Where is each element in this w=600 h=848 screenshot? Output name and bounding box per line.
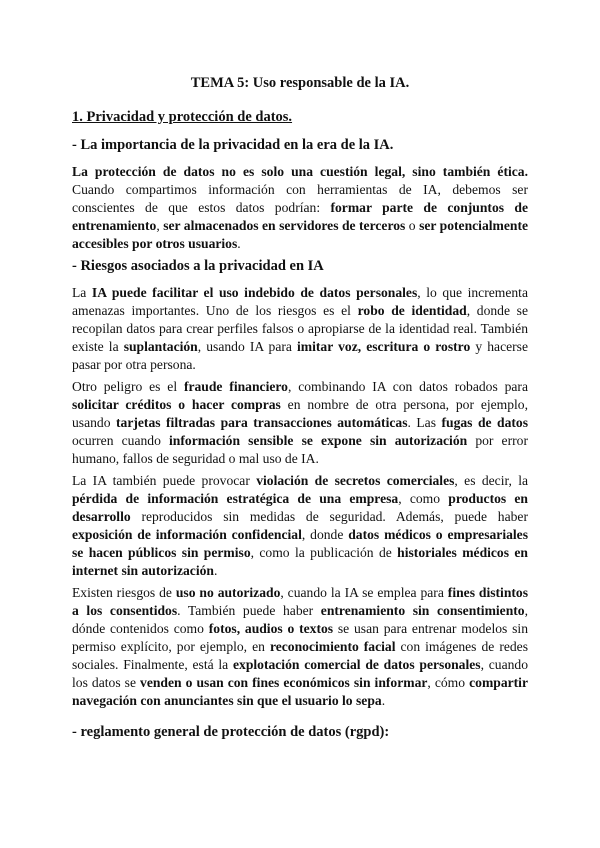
text-run: por error humano, fallos de seguridad o mal uso de IA. <box>72 433 528 466</box>
bold-text-run: ser almacenados en servidores de terceros <box>163 218 406 233</box>
bold-text-run: historiales médicos en internet sin autorización <box>72 545 528 578</box>
bold-text-run: solicitar créditos o hacer compras <box>72 397 281 412</box>
text-run: , combinando IA con datos robados para <box>287 379 528 394</box>
text-run: , como <box>398 491 449 506</box>
bold-text-run: fotos, audios o textos <box>208 621 334 636</box>
text-run: . <box>213 563 218 578</box>
bold-text-run: suplantación <box>123 339 198 354</box>
bold-text-run: información sensible se expone sin autorización <box>169 433 468 448</box>
text-run: , es decir, la <box>454 473 529 488</box>
paragraph-identity-risks <box>72 284 528 374</box>
text-run: con imágenes de redes sociales. Finalmente, está la <box>72 639 528 672</box>
text-run: Existen riesgos de <box>72 585 176 600</box>
bold-text-run: fines distintos a los consentidos <box>72 585 529 618</box>
text-run: , <box>156 218 164 233</box>
bold-text-run: fugas de datos <box>441 415 528 430</box>
bold-text-run: venden o usan con fines económicos sin informar <box>140 675 428 690</box>
bold-text-run: reconocimiento facial <box>269 639 396 654</box>
bold-text-run: IA puede facilitar el uso indebido de datos personales <box>91 285 418 300</box>
bold-text-run: ser potencialmente accesibles por otros usuarios <box>72 218 529 251</box>
text-run: y hacerse pasar por otra persona. <box>72 339 528 372</box>
bold-text-run: uso no autorizado <box>175 585 281 600</box>
text-run: , lo que incrementa amenazas importantes. Uno de los riesgos es el <box>72 285 528 318</box>
bold-text-run: compartir navegación con anunciantes sin que el usuario lo sepa <box>72 675 528 708</box>
text-run: se usan para entrenar modelos sin permiso explícito, por ejemplo, en <box>72 621 528 654</box>
bold-text-run: robo de identidad <box>357 303 467 318</box>
text-run: , cómo <box>427 675 470 690</box>
subsection-heading-importance: - La importancia de la privacidad en la era de la IA. <box>72 137 394 153</box>
text-run: reproducidos sin medidas de seguridad. Además, puede haber <box>130 509 528 524</box>
bold-text-run: fraude financiero <box>183 379 288 394</box>
text-run: o <box>405 218 420 233</box>
text-run: La IA también puede provocar <box>72 473 257 488</box>
bold-text-run: productos en desarrollo <box>72 491 528 524</box>
bold-text-run: tarjetas filtradas para transacciones automáticas <box>116 415 408 430</box>
text-run: , usando IA para <box>197 339 298 354</box>
bold-text-run: entrenamiento sin consentimiento <box>320 603 525 618</box>
document-title: TEMA 5: Uso responsable de la IA. <box>190 75 410 91</box>
paragraph-unauthorized-use <box>72 584 528 710</box>
text-run: . <box>381 693 386 708</box>
bold-text-run: violación de secretos comerciales <box>256 473 455 488</box>
bold-text-run: formar parte de conjuntos de entrenamiento <box>72 200 528 233</box>
paragraph-financial-fraud <box>72 378 528 468</box>
paragraph-data-protection <box>72 163 528 253</box>
text-run: . También puede haber <box>177 603 321 618</box>
bold-text-run: explotación comercial de datos personales <box>232 657 481 672</box>
text-run: Otro peligro es el <box>72 379 184 394</box>
bold-text-run: exposición de información confidencial <box>72 527 302 542</box>
text-run: , cuando los datos se <box>72 657 528 690</box>
text-run: , dónde contenidos como <box>72 603 528 636</box>
text-run: . Las <box>407 415 442 430</box>
text-run: ocurren cuando <box>72 433 170 448</box>
paragraph-trade-secrets <box>72 472 528 580</box>
text-run: en nombre de otra persona, por ejemplo, usando <box>72 397 528 430</box>
text-run: La <box>72 285 92 300</box>
text-run: , como la publicación de <box>250 545 398 560</box>
text-run: , donde se recopilan datos para crear perfiles falsos o apropiarse de la identidad real. También existe la <box>72 303 528 354</box>
text-run: Cuando compartimos información con herramientas de IA, debemos ser conscientes de que estos datos podrían: <box>72 182 528 215</box>
bold-text-run: imitar voz, escritura o rostro <box>297 339 471 354</box>
text-run: , cuando la IA se emplea para <box>280 585 448 600</box>
bold-text-run: datos médicos o empresariales se hacen públicos sin permiso <box>72 527 528 560</box>
bold-text-run: pérdida de información estratégica de una empresa <box>72 491 399 506</box>
subsection-heading-gdpr: - reglamento general de protección de datos (rgpd): <box>72 724 390 740</box>
subsection-heading-risks: - Riesgos asociados a la privacidad en IA <box>72 258 324 274</box>
section-heading-privacy: 1. Privacidad y protección de datos. <box>72 109 293 125</box>
text-run: , donde <box>301 527 349 542</box>
bold-text-run: La protección de datos no es solo una cuestión legal, sino también ética. <box>72 164 528 179</box>
text-run: . <box>237 236 241 251</box>
